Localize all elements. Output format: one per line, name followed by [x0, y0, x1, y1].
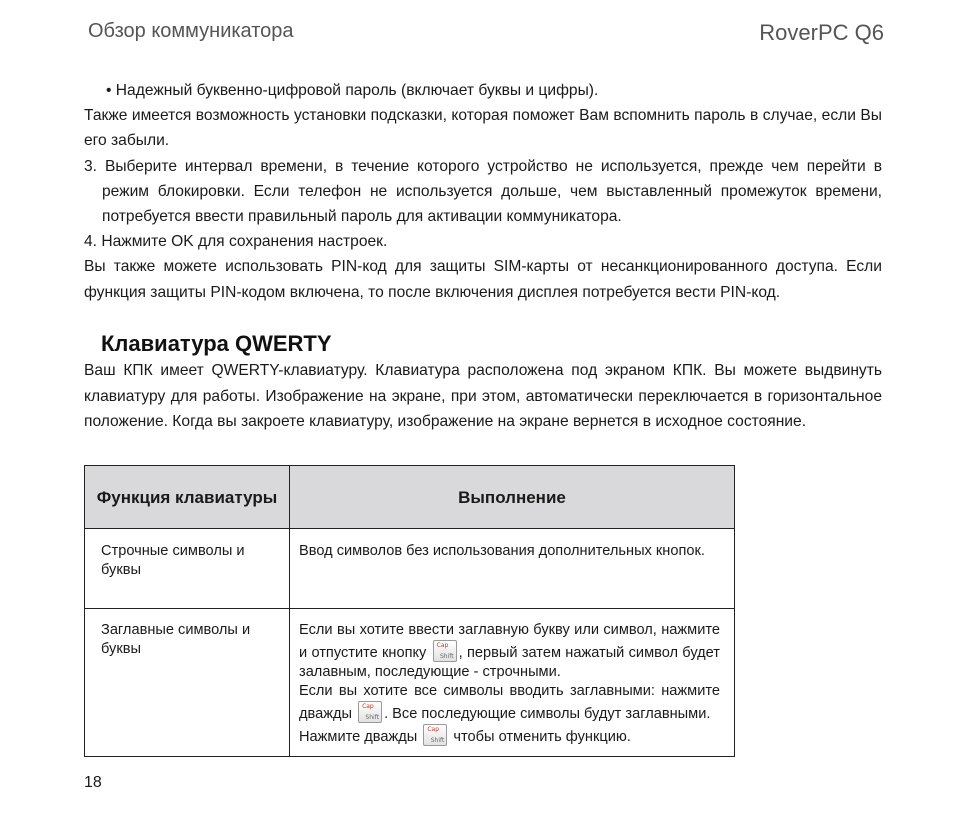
cap-shift-key-icon: Cap Shift	[423, 724, 447, 746]
table-cell-action	[290, 609, 735, 757]
action-text: Если вы хотите все символы вводить заглавными: нажмите дважды	[299, 683, 720, 722]
table-header-action: Выполнение	[290, 466, 735, 529]
action-text: . Все последующие символы будут заглавными.	[384, 706, 711, 722]
hint-paragraph: Также имеется возможность установки подсказки, которая поможет Вам вспомнить пароль в случае, если Вы его забыли.	[84, 107, 882, 150]
table-cell-function: Строчные символы и буквы	[85, 529, 290, 609]
action-text: чтобы отменить функцию.	[453, 729, 631, 745]
page-number: 18	[84, 774, 102, 791]
pin-paragraph: Вы также можете использовать PIN-код для защиты SIM-карты от несанкционированного доступа. Если функция защиты PIN-кодом включена, то после включения дисплея потребуется вести PIN-код.	[84, 258, 882, 301]
password-bullet: • Надежный буквенно-цифровой пароль (включает буквы и цифры).	[106, 82, 599, 99]
cap-shift-key-icon: Cap Shift	[433, 640, 457, 662]
table-row	[85, 609, 735, 757]
table-cell-action: Ввод символов без использования дополнительных кнопок.	[290, 529, 735, 609]
intro-text	[84, 78, 882, 305]
action-text: Если вы хотите ввести заглавную букву или символ, нажмите и отпустите кнопку	[299, 622, 720, 661]
action-text: , первый затем нажатый символ будет залавным, последующие - строчными.	[299, 645, 720, 680]
header-section-title: Обзор коммуникатора	[88, 20, 294, 42]
step-3: 3. Выберите интервал времени, в течение которого устройство не используется, прежде чем перейти в режим блокировки. Если телефон не используется дольше, чем выставленный промежуток времени, потребуется ввести правильный пароль для активации коммуникатора.	[84, 157, 882, 226]
action-text: Нажмите дважды	[299, 729, 418, 745]
table-row	[85, 529, 735, 609]
qwerty-heading: Клавиатура QWERTY	[101, 331, 332, 356]
table-header-function: Функция клавиатуры	[85, 466, 290, 529]
table-header-row	[85, 466, 735, 529]
table-cell-function: Заглавные символы и буквы	[85, 609, 290, 757]
qwerty-body: Ваш КПК имеет QWERTY-клавиатуру. Клавиатура расположена под экраном КПК. Вы можете выдвинуть клавиатуру для работы. Изображение на экране, при этом, автоматически переключается в горизонтальное положение. Когда вы закроете клавиатуру, изображение на экране вернется в исходное состояние.	[84, 362, 882, 430]
step-4: 4. Нажмите OK для сохранения настроек.	[84, 233, 388, 251]
header-product-name: RoverPC Q6	[759, 20, 884, 45]
keyboard-functions-table	[84, 465, 735, 757]
cap-shift-key-icon: Cap Shift	[358, 701, 382, 723]
